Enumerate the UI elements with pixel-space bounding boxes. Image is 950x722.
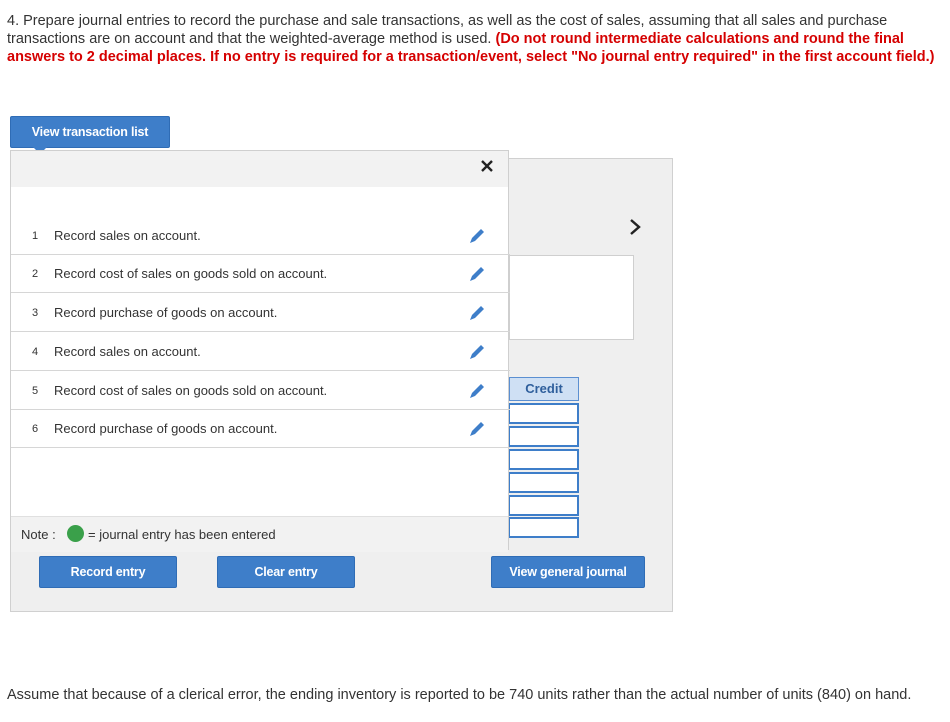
- note-text: = journal entry has been entered: [88, 527, 276, 542]
- credit-input[interactable]: [509, 472, 579, 493]
- pencil-icon[interactable]: [467, 265, 487, 283]
- credit-input[interactable]: [509, 403, 579, 424]
- transaction-description: Record cost of sales on goods sold on account.: [54, 266, 328, 281]
- clear-entry-label: Clear entry: [254, 565, 318, 579]
- transaction-row[interactable]: [11, 294, 510, 332]
- transaction-row[interactable]: [11, 217, 510, 255]
- follow-up-question: Assume that because of a clerical error, the ending inventory is reported to be 740 units rather than the actual number of units (840) on hand.: [7, 687, 912, 703]
- transaction-description: Record purchase of goods on account.: [54, 305, 278, 320]
- pencil-icon[interactable]: [467, 420, 487, 438]
- record-entry-button[interactable]: [39, 556, 177, 588]
- transaction-description: Record sales on account.: [54, 228, 201, 243]
- entered-indicator-icon: [67, 525, 84, 542]
- transaction-description: Record purchase of goods on account.: [54, 421, 278, 436]
- pencil-icon[interactable]: [467, 304, 487, 322]
- journal-description-box: [509, 255, 634, 340]
- credit-input[interactable]: [509, 517, 579, 538]
- popup-header: [11, 151, 508, 187]
- question-instruction: (Do not round intermediate calculations and round the final answers to 2 decimal places. If no entry is required for a transaction/event, select "No journal entry required" in the first account field.): [7, 31, 935, 65]
- transaction-description: Record cost of sales on goods sold on account.: [54, 383, 328, 398]
- transaction-row[interactable]: [11, 255, 510, 293]
- next-arrow-icon[interactable]: [628, 218, 642, 241]
- clear-entry-button[interactable]: [217, 556, 355, 588]
- legend-note: [11, 516, 508, 552]
- transaction-number: 4: [32, 346, 39, 358]
- note-label: Note :: [21, 527, 56, 542]
- pencil-icon[interactable]: [467, 343, 487, 361]
- question-prompt: 4. Prepare journal entries to record the purchase and sale transactions, as well as the cost of sales, assuming that all sales and purchase transactions are on account and that the weighted-average method is used.: [7, 13, 888, 47]
- credit-column-header: Credit: [509, 377, 579, 401]
- transaction-number: 6: [32, 423, 39, 435]
- pencil-icon[interactable]: [467, 382, 487, 400]
- transaction-row[interactable]: [11, 372, 510, 410]
- transaction-description: Record sales on account.: [54, 344, 201, 359]
- transaction-row[interactable]: [11, 410, 510, 448]
- view-general-journal-button[interactable]: [491, 556, 645, 588]
- transaction-number: 1: [32, 230, 39, 242]
- transaction-row[interactable]: [11, 333, 510, 371]
- close-icon[interactable]: [481, 156, 493, 177]
- pencil-icon[interactable]: [467, 227, 487, 245]
- transaction-number: 3: [32, 307, 39, 319]
- transaction-number: 2: [32, 268, 39, 280]
- credit-input[interactable]: [509, 426, 579, 447]
- transaction-number: 5: [32, 385, 39, 397]
- view-transaction-list-button[interactable]: [10, 116, 170, 148]
- view-transaction-list-label: View transaction list: [31, 125, 149, 139]
- credit-input[interactable]: [509, 449, 579, 470]
- credit-input[interactable]: [509, 495, 579, 516]
- record-entry-label: Record entry: [70, 565, 146, 579]
- question-text: [7, 12, 947, 66]
- view-general-journal-label: View general journal: [509, 565, 627, 579]
- transaction-list-popup: [10, 150, 509, 550]
